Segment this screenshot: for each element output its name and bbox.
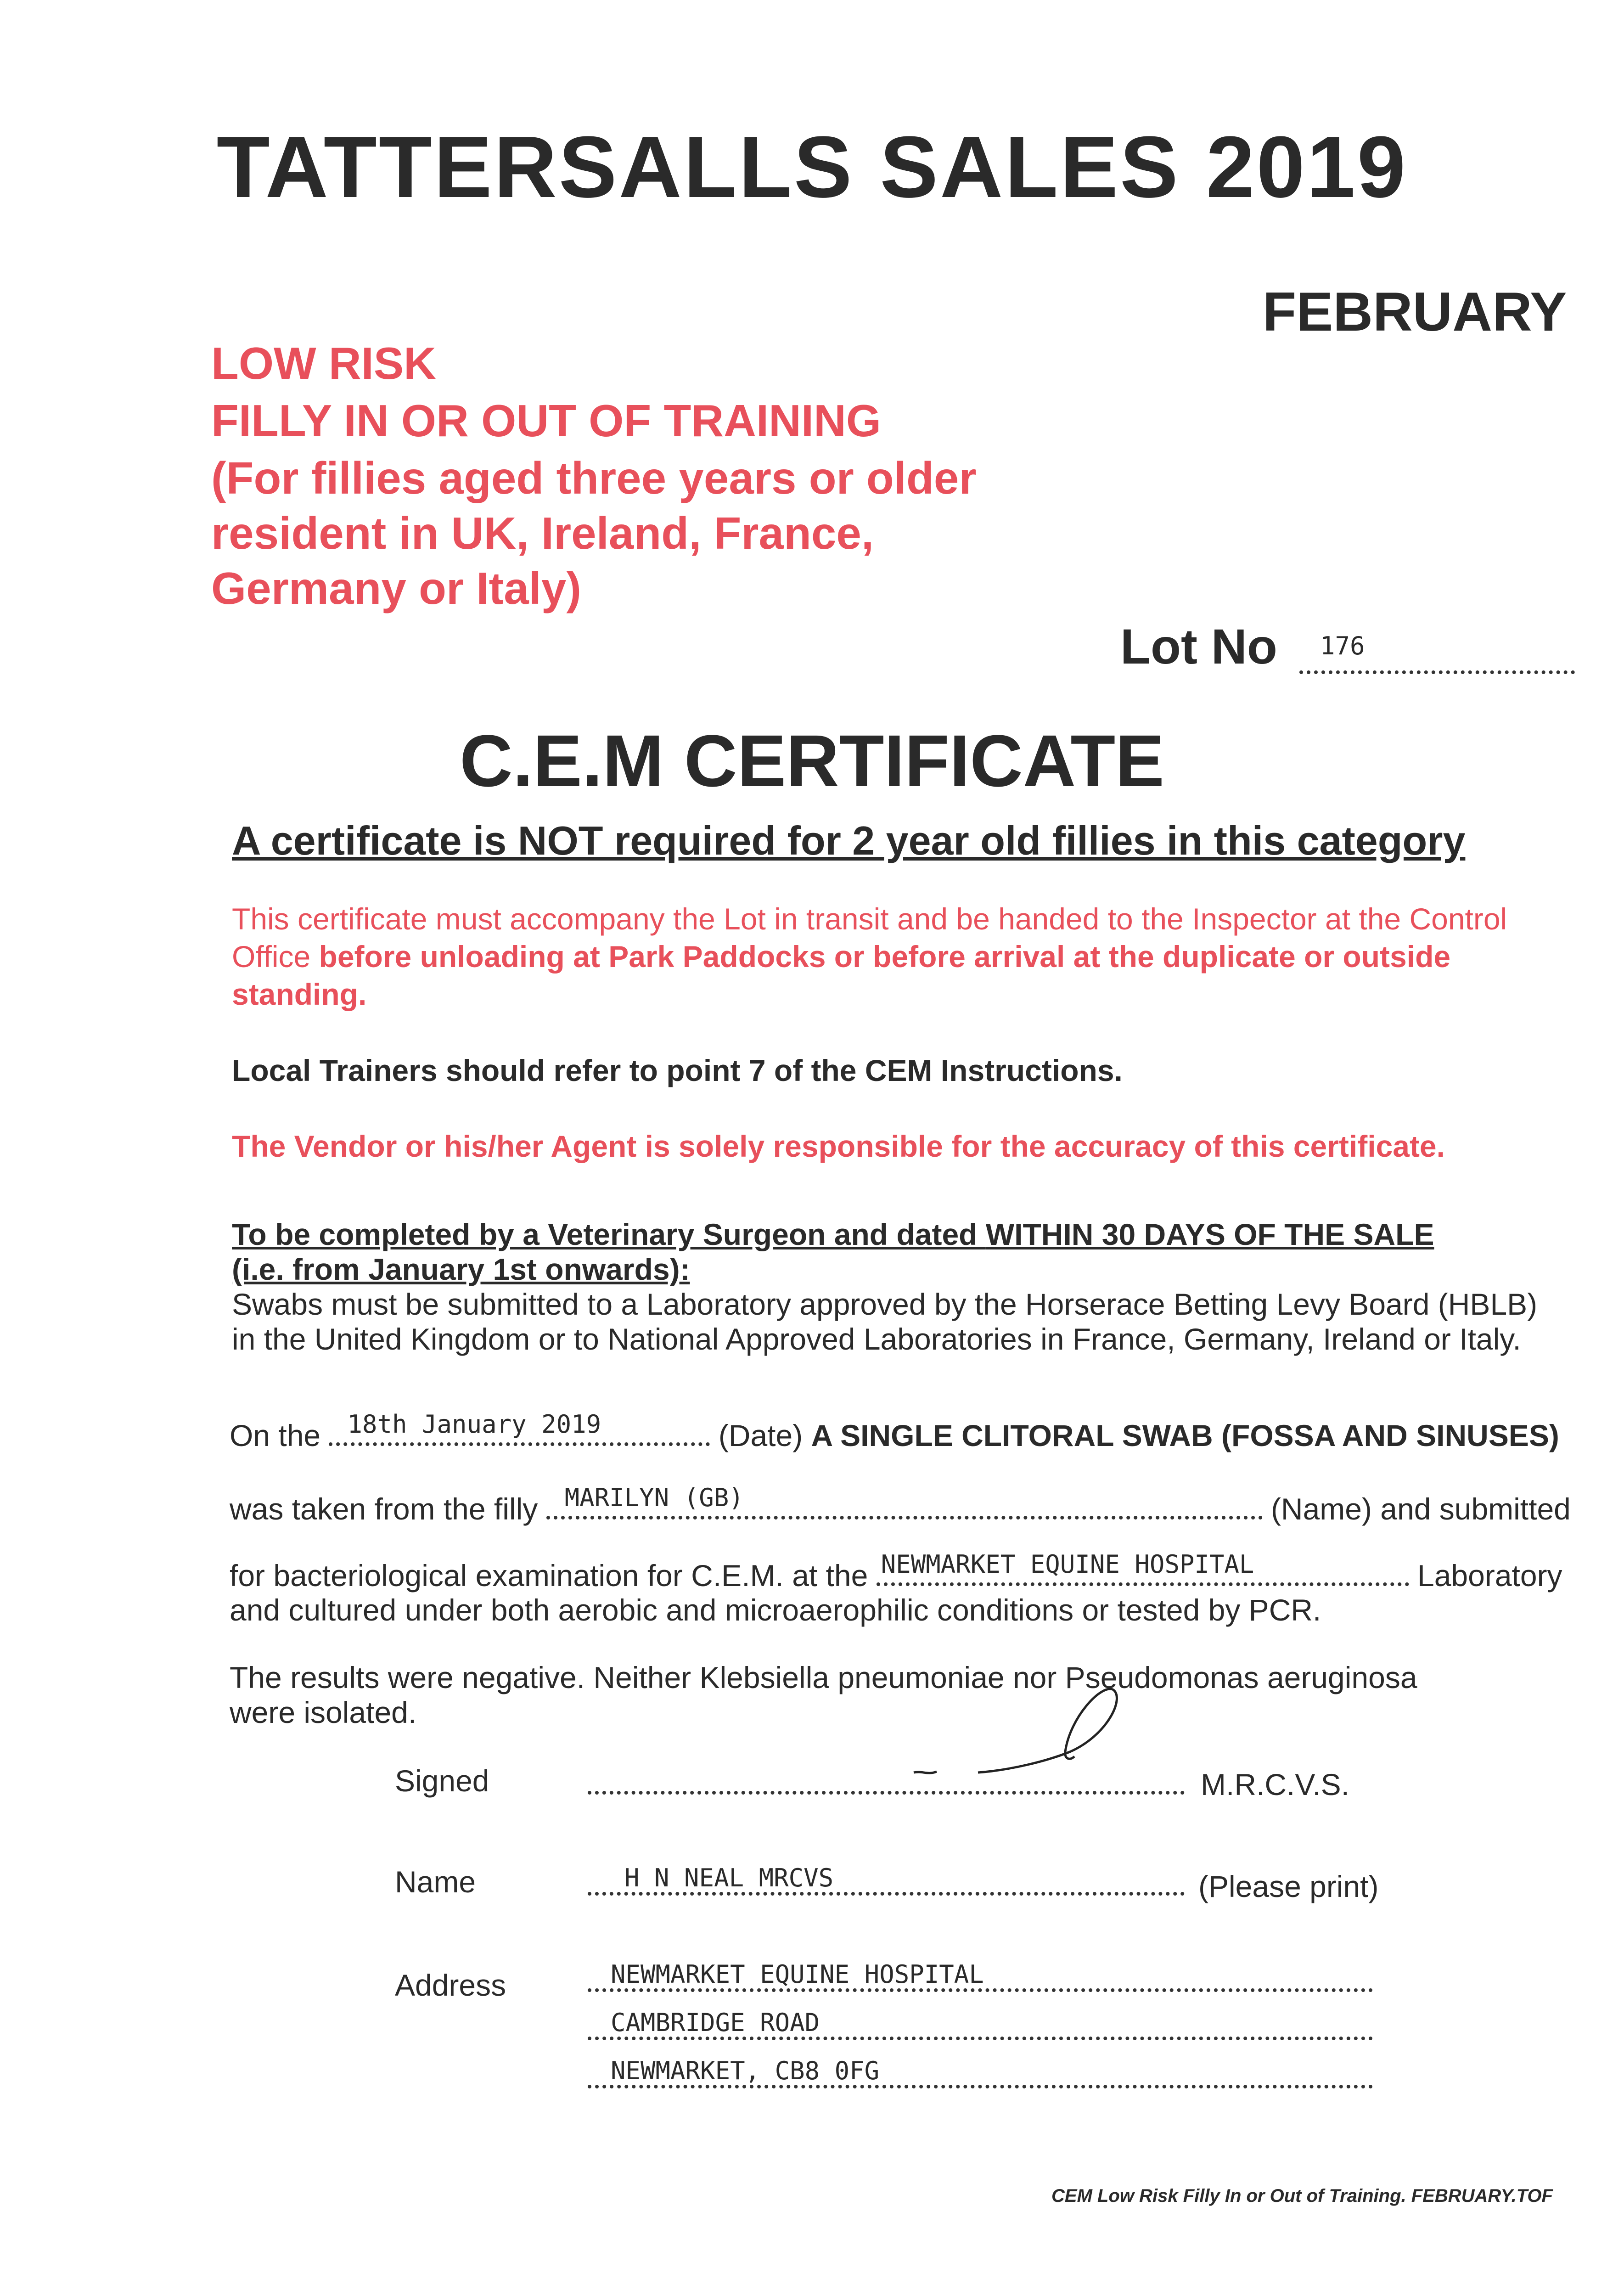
- transit-instructions: [232, 900, 1563, 1013]
- transit-bold-text: before unloading at Park Paddocks or before arrival at the duplicate or outside standing.: [232, 940, 1451, 1011]
- category-line-1: LOW RISK: [211, 338, 436, 388]
- address-line-1: NEWMARKET EQUINE HOSPITAL: [611, 1960, 984, 1989]
- lot-number-value: 176: [1320, 631, 1365, 660]
- category-line-2: FILLY IN OR OUT OF TRAINING: [211, 395, 882, 446]
- sale-month: FEBRUARY: [1263, 281, 1567, 343]
- address-line-2-field[interactable]: [588, 2009, 1373, 2040]
- results-text: The results were negative. Neither Klebsiella pneumoniae nor Pseudomonas aeruginosa were isolated.: [230, 1660, 1417, 1729]
- lot-number-label: Lot No: [1120, 619, 1277, 674]
- category-line-4: resident in UK, Ireland, France,: [211, 508, 874, 558]
- signature-field[interactable]: [588, 1768, 1185, 1795]
- lab-name-value: NEWMARKET EQUINE HOSPITAL: [881, 1550, 1254, 1579]
- address-line-3-field[interactable]: [588, 2057, 1373, 2088]
- category-line-3: (For fillies aged three years or older: [211, 453, 977, 503]
- category-line-5: Germany or Italy): [211, 563, 582, 613]
- mrcvs-suffix: M.R.C.V.S.: [1201, 1767, 1349, 1801]
- local-trainers-note: Local Trainers should refer to point 7 of the CEM Instructions.: [232, 1053, 1123, 1087]
- swab-submission-text: Swabs must be submitted to a Laboratory approved by the Horserace Betting Levy Board (HBLB) in the United Kingdom or to National Approved Laboratories in France, Germany, Ireland or Italy.: [232, 1287, 1538, 1356]
- name-suffix: (Name) and submitted: [1270, 1492, 1571, 1526]
- vet-heading-a: To be completed by a Veterinary Surgeon and dated: [232, 1217, 986, 1251]
- vet-heading-date-range: (i.e. from January 1st onwards):: [232, 1252, 690, 1286]
- address-line-3: NEWMARKET, CB8 0FG: [611, 2056, 880, 2085]
- document-title: TATTERSALLS SALES 2019: [216, 118, 1408, 216]
- address-line-2: CAMBRIDGE ROAD: [611, 2008, 820, 2037]
- lab-name-field[interactable]: [877, 1550, 1409, 1586]
- cultured-text: and cultured under both aerobic and microaerophilic conditions or tested by PCR.: [230, 1593, 1321, 1627]
- date-value: 18th January 2019: [347, 1410, 601, 1439]
- date-suffix: (Date): [718, 1418, 803, 1452]
- please-print-label: (Please print): [1198, 1869, 1379, 1903]
- on-the-label: On the: [230, 1418, 321, 1452]
- vet-name-field[interactable]: [588, 1864, 1185, 1896]
- address-line-1-field[interactable]: [588, 1961, 1373, 1992]
- vet-heading-b: WITHIN 30 DAYS OF THE SALE: [985, 1217, 1434, 1251]
- exam-label: for bacteriological examination for C.E.M. at the: [230, 1559, 868, 1593]
- swab-type-text: A SINGLE CLITORAL SWAB (FOSSA AND SINUSES): [811, 1418, 1559, 1452]
- signed-label: Signed: [395, 1764, 489, 1798]
- lab-row: [230, 1550, 1562, 1593]
- taken-from-label: was taken from the filly: [230, 1492, 538, 1526]
- name-label: Name: [395, 1865, 476, 1899]
- filly-row: [230, 1483, 1571, 1526]
- address-label: Address: [395, 1968, 506, 2002]
- filly-name-value: MARILYN (GB): [564, 1483, 744, 1512]
- document-footer: CEM Low Risk Filly In or Out of Training. FEBRUARY.TOF: [1051, 2186, 1553, 2206]
- date-row: [230, 1410, 1559, 1453]
- lab-suffix: Laboratory: [1417, 1559, 1562, 1593]
- vet-instructions: [232, 1217, 1563, 1356]
- transit-text: This certificate must accompany the Lot in transit and be handed to the Inspector at the Control Office: [232, 902, 1507, 974]
- certificate-title: C.E.M CERTIFICATE: [460, 720, 1164, 802]
- vet-name-value: H N NEAL MRCVS: [624, 1863, 834, 1892]
- vendor-responsibility-note: The Vendor or his/her Agent is solely responsible for the accuracy of this certificate.: [232, 1129, 1445, 1163]
- filly-name-field[interactable]: [546, 1483, 1263, 1519]
- certificate-notice: A certificate is NOT required for 2 year old fillies in this category: [232, 818, 1466, 863]
- signature-mark: [771, 1662, 1139, 1795]
- date-field[interactable]: [329, 1410, 710, 1446]
- lot-number-field[interactable]: [1299, 631, 1575, 674]
